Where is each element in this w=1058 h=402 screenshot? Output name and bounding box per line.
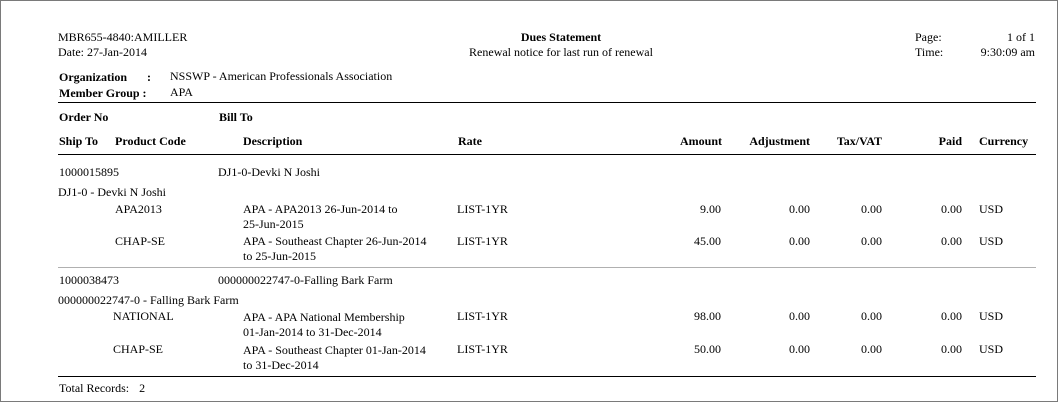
col-description: Description xyxy=(243,134,303,148)
line-tax-vat: 0.00 xyxy=(861,309,882,323)
col-currency: Currency xyxy=(979,134,1029,148)
line-description-2: to 31-Dec-2014 xyxy=(243,358,319,372)
order-ship-to: DJ1-0 - Devki N Joshi xyxy=(58,185,166,199)
total-records-label: Total Records: xyxy=(59,381,130,395)
line-currency: USD xyxy=(979,234,1004,248)
line-description-1: APA - Southeast Chapter 01-Jan-2014 xyxy=(243,343,426,357)
line-amount: 9.00 xyxy=(700,202,721,216)
line-rate: LIST-1YR xyxy=(457,234,508,248)
order-ship-to: 000000022747-0 - Falling Bark Farm xyxy=(58,293,239,307)
line-adjustment: 0.00 xyxy=(789,234,810,248)
col-paid: Paid xyxy=(938,134,962,148)
line-tax-vat: 0.00 xyxy=(861,342,882,356)
total-records-value: 2 xyxy=(139,381,146,395)
line-paid: 0.00 xyxy=(941,202,962,216)
line-rate: LIST-1YR xyxy=(457,309,508,323)
line-amount: 50.00 xyxy=(694,342,721,356)
line-description-2: to 25-Jun-2015 xyxy=(243,249,316,263)
report-title: Dues Statement xyxy=(520,30,602,44)
col-tax-vat: Tax/VAT xyxy=(836,134,882,148)
line-tax-vat: 0.00 xyxy=(861,234,882,248)
col-order-no: Order No xyxy=(59,110,109,124)
line-amount: 45.00 xyxy=(694,234,721,248)
line-adjustment: 0.00 xyxy=(789,202,810,216)
line-description-1: APA - APA2013 26-Jun-2014 to xyxy=(243,202,398,216)
report-subtitle: Renewal notice for last run of renewal xyxy=(469,45,653,59)
col-ship-to: Ship To xyxy=(59,134,99,148)
col-adjustment: Adjustment xyxy=(749,134,810,148)
member-group-value: APA xyxy=(170,85,193,99)
line-description-2: 25-Jun-2015 xyxy=(243,217,304,231)
line-product-code: NATIONAL xyxy=(113,309,174,323)
line-tax-vat: 0.00 xyxy=(861,202,882,216)
columns-rule xyxy=(58,154,1036,155)
footer-rule xyxy=(58,376,1036,377)
line-product-code: CHAP-SE xyxy=(115,234,166,248)
report-date xyxy=(58,45,147,60)
line-currency: USD xyxy=(979,309,1004,323)
col-rate: Rate xyxy=(458,134,482,148)
line-description-2: 01-Jan-2014 to 31-Dec-2014 xyxy=(243,325,382,339)
order-number: 1000015895 xyxy=(59,165,119,179)
header-rule xyxy=(58,102,1036,103)
line-description-1: APA - Southeast Chapter 26-Jun-2014 xyxy=(243,234,427,248)
line-description-1: APA - APA National Membership xyxy=(243,310,405,324)
line-currency: USD xyxy=(979,202,1004,216)
date-label: Date: xyxy=(58,45,84,59)
line-paid: 0.00 xyxy=(941,309,962,323)
member-group-label: Member Group : xyxy=(59,86,147,100)
line-rate: LIST-1YR xyxy=(457,342,508,356)
time-value: 9:30:09 am xyxy=(980,45,1035,59)
order-bill-to: 000000022747-0-Falling Bark Farm xyxy=(218,273,393,287)
org-colon: : xyxy=(147,70,151,84)
line-product-code: APA2013 xyxy=(115,202,162,216)
order-number: 1000038473 xyxy=(59,273,119,287)
col-product-code: Product Code xyxy=(115,134,186,148)
org-value: NSSWP - American Professionals Association xyxy=(170,69,393,83)
report-id: MBR655-4840:AMILLER xyxy=(58,30,188,44)
line-paid: 0.00 xyxy=(941,234,962,248)
line-adjustment: 0.00 xyxy=(789,342,810,356)
line-amount: 98.00 xyxy=(694,309,721,323)
page-value: 1 of 1 xyxy=(1007,30,1035,44)
line-adjustment: 0.00 xyxy=(789,309,810,323)
total-records xyxy=(59,381,145,396)
line-currency: USD xyxy=(979,342,1004,356)
order-bill-to: DJ1-0-Devki N Joshi xyxy=(218,165,320,179)
page-label: Page: xyxy=(915,30,942,44)
time-label: Time: xyxy=(915,45,944,59)
order-separator xyxy=(58,267,1036,268)
date-value: 27-Jan-2014 xyxy=(87,45,147,59)
line-product-code: CHAP-SE xyxy=(113,342,164,356)
col-amount: Amount xyxy=(679,134,722,148)
org-label: Organization xyxy=(59,70,127,84)
line-paid: 0.00 xyxy=(941,342,962,356)
col-bill-to: Bill To xyxy=(219,110,253,124)
line-rate: LIST-1YR xyxy=(457,202,508,216)
